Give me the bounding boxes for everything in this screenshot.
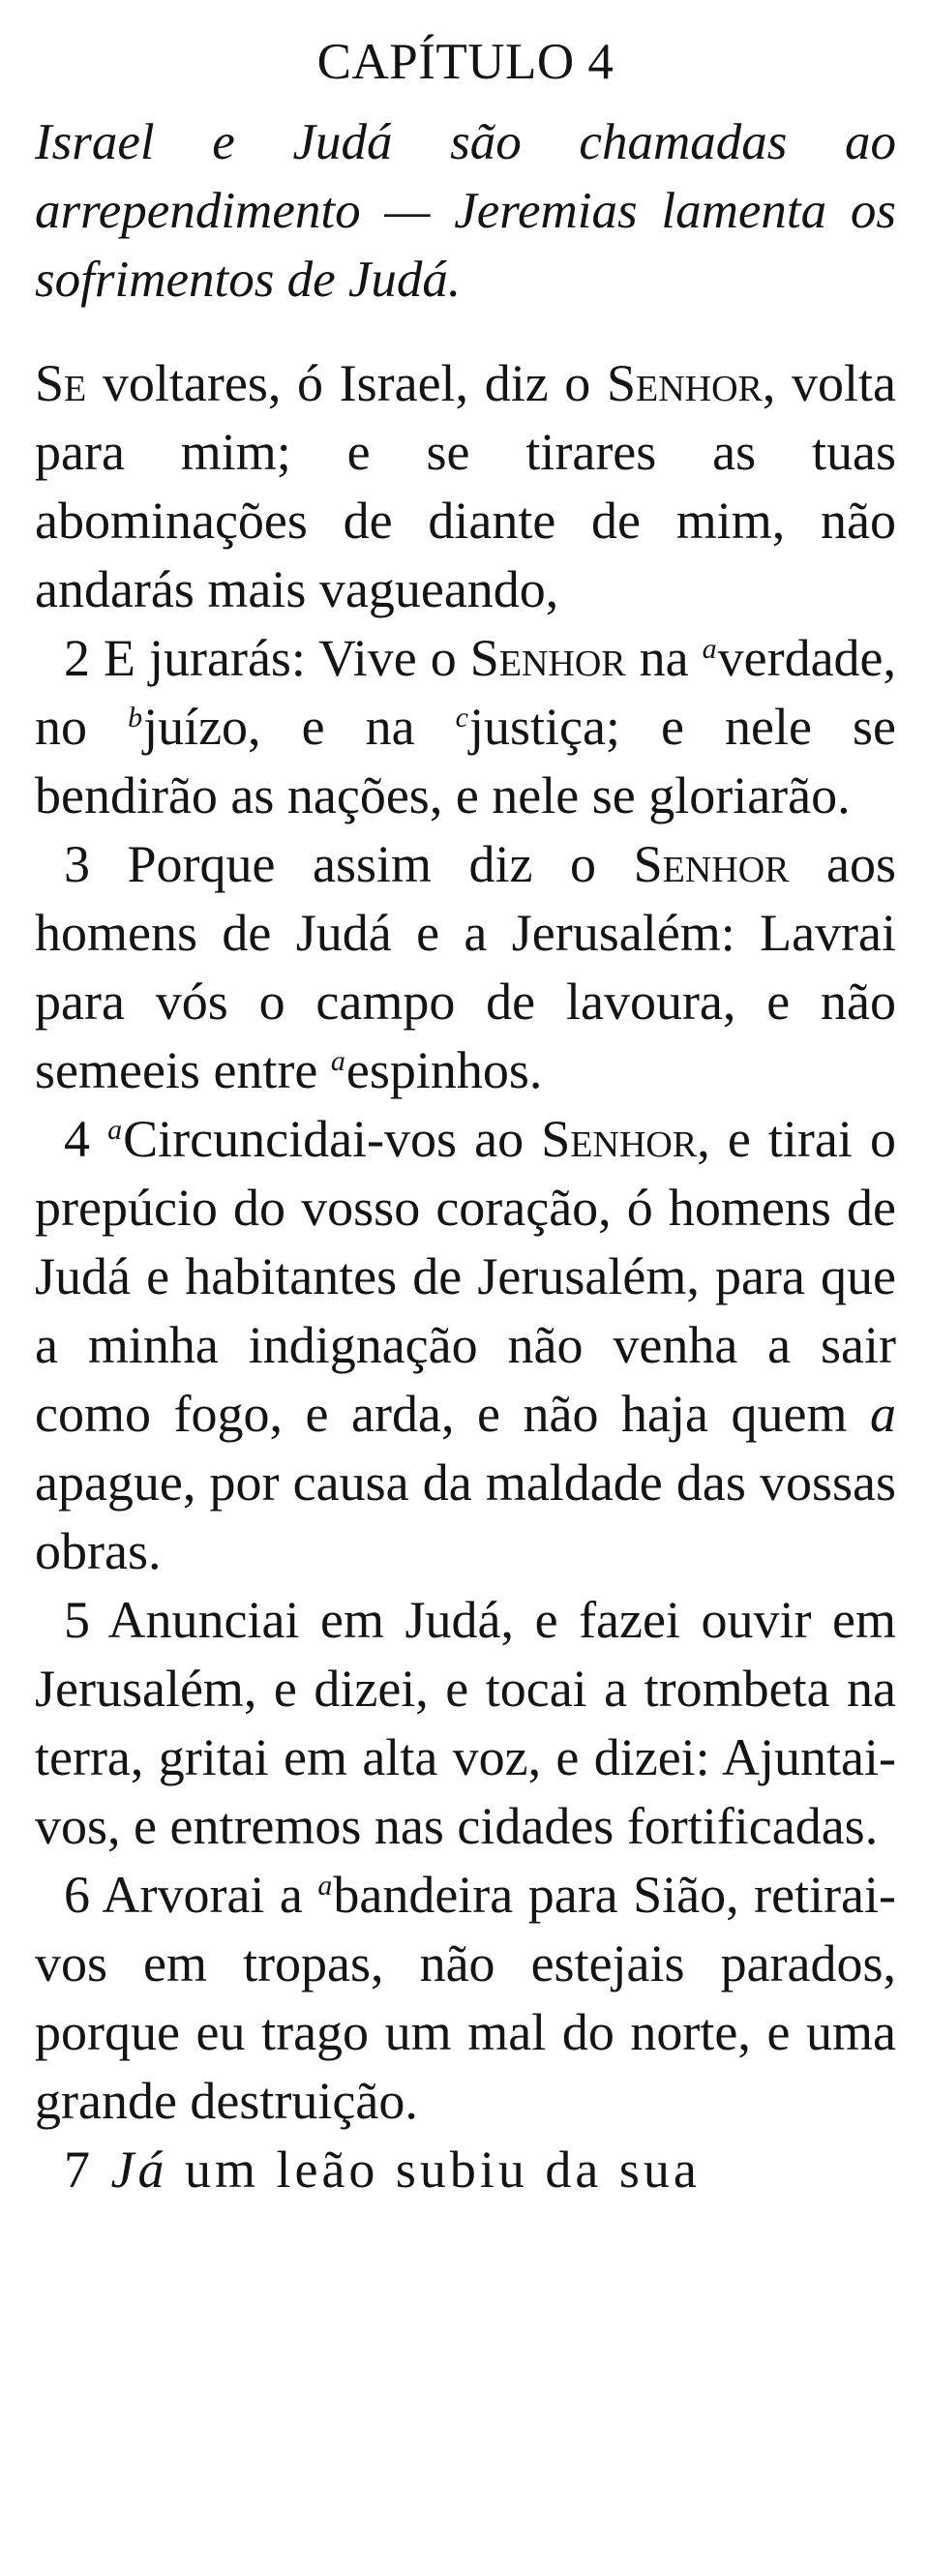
verse-2: 2 E jurarás: Vive o Senhor na $^a$verdade, no $^b$juízo, e na $^c$justiça; e nele se bendirão as nações, e nele se gloriarão. bbox=[35, 629, 897, 824]
chapter-summary: Israel e Judá são chamadas ao arrependimento — Jeremias lamenta os sofrimentos de Judá. bbox=[35, 114, 896, 308]
verse-5: 5 Anunciai em Judá, e fazei ouvir em Jerusalém, e dizei, e tocai a trombeta na terra, gritai em alta voz, e dizei: Ajuntai-vos, e entremos nas cidades fortificadas. bbox=[35, 1591, 896, 1855]
verse-1: Se voltares, ó Israel, diz o Senhor, volta para mim; e se tirares as tuas abominações de diante de mim, não andarás mais vagueando, bbox=[35, 354, 896, 618]
chapter-page bbox=[0, 31, 929, 2204]
verse-4: 4 $^a$Circuncidai-vos ao Senhor, e tirai o prepúcio do vosso coração, ó homens de Judá e habitantes de Jerusalém, para que a minha indignação não venha a sair como fogo, e arda, e não haja quem a apague, por causa da maldade das vossas obras. bbox=[35, 1110, 896, 1580]
verse-number: 4 bbox=[64, 1110, 90, 1168]
verse-6: 6 Arvorai a $^a$bandeira para Sião, retirai-vos em tropas, não estejais parados, porque eu trago um mal do norte, e uma grande destruição. bbox=[35, 1866, 896, 2130]
verse-1-initial: S bbox=[35, 354, 65, 412]
verse-1-initial-rest: e bbox=[64, 354, 87, 412]
lord-smallcaps: Senhor bbox=[469, 629, 626, 687]
verse-number: 6 bbox=[64, 1866, 90, 1924]
footnote-marker-a[interactable]: a bbox=[702, 633, 717, 665]
verse-number: 7 bbox=[64, 2141, 94, 2199]
lord-smallcaps: Senhor bbox=[633, 835, 790, 893]
lord-smallcaps: Senhor bbox=[606, 354, 763, 412]
italic-word: Já bbox=[110, 2141, 168, 2199]
verse-number: 2 bbox=[64, 629, 90, 687]
verse-number: 5 bbox=[64, 1591, 90, 1649]
verse-7: 7 Já um leão subiu da sua bbox=[64, 2141, 701, 2199]
footnote-marker-a[interactable]: a bbox=[317, 1870, 333, 1902]
verse-3: 3 Porque assim diz o Senhor aos homens de Judá e a Jerusalém: Lavrai para vós o campo de lavoura, e não semeeis entre $^a$espinhos. bbox=[35, 835, 896, 1099]
footnote-marker-a[interactable]: a bbox=[330, 1045, 345, 1077]
footnote-marker-b[interactable]: b bbox=[128, 702, 143, 734]
footnote-marker-c[interactable]: c bbox=[455, 702, 468, 734]
chapter-title: CAPÍTULO 4 bbox=[316, 34, 614, 90]
verse-number: 3 bbox=[64, 835, 90, 893]
italic-word: a bbox=[870, 1385, 896, 1443]
lord-smallcaps: Senhor bbox=[541, 1110, 698, 1168]
footnote-marker-a[interactable]: a bbox=[107, 1114, 123, 1146]
